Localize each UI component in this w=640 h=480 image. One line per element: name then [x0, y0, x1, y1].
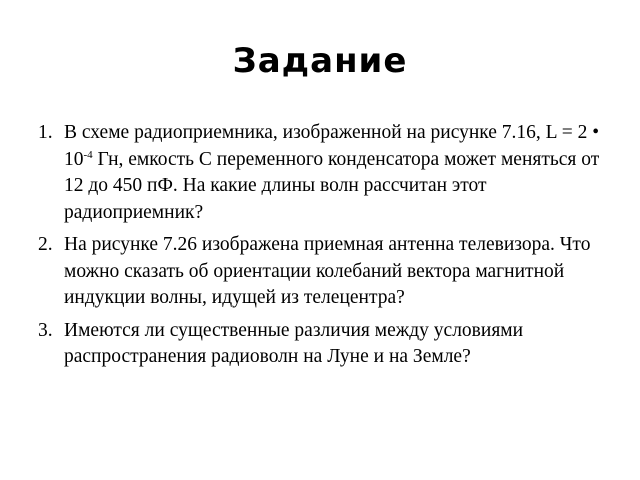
- task-item-3: [38, 318, 618, 371]
- exponent: -4: [83, 148, 93, 161]
- task-item-2: [38, 232, 618, 312]
- task-item-1: [38, 120, 618, 226]
- task-text-part: В схеме радиоприемника, изображенной на рисунке 7.16, L = 2 • 10: [64, 122, 600, 170]
- task-number: 2.: [38, 234, 53, 255]
- task-list: [38, 120, 618, 377]
- slide-title: Задание: [232, 41, 408, 81]
- task-text-part: Гн, емкость С переменного конденсатора может меняться от 12 до 450 пФ. На какие длины волн рассчитан этот радиоприемник?: [64, 148, 600, 223]
- task-text: Имеются ли существенные различия между условиями распространения радиоволн на Луне и на Земле?: [64, 319, 524, 367]
- task-number: 3.: [38, 319, 53, 341]
- task-number: 1.: [38, 122, 53, 143]
- task-text: На рисунке 7.26 изображена приемная антенна телевизора. Что можно сказать об ориентации колебаний вектора магнитной индукции волны, идущей из телецентра?: [64, 234, 591, 308]
- task-text: [64, 122, 599, 223]
